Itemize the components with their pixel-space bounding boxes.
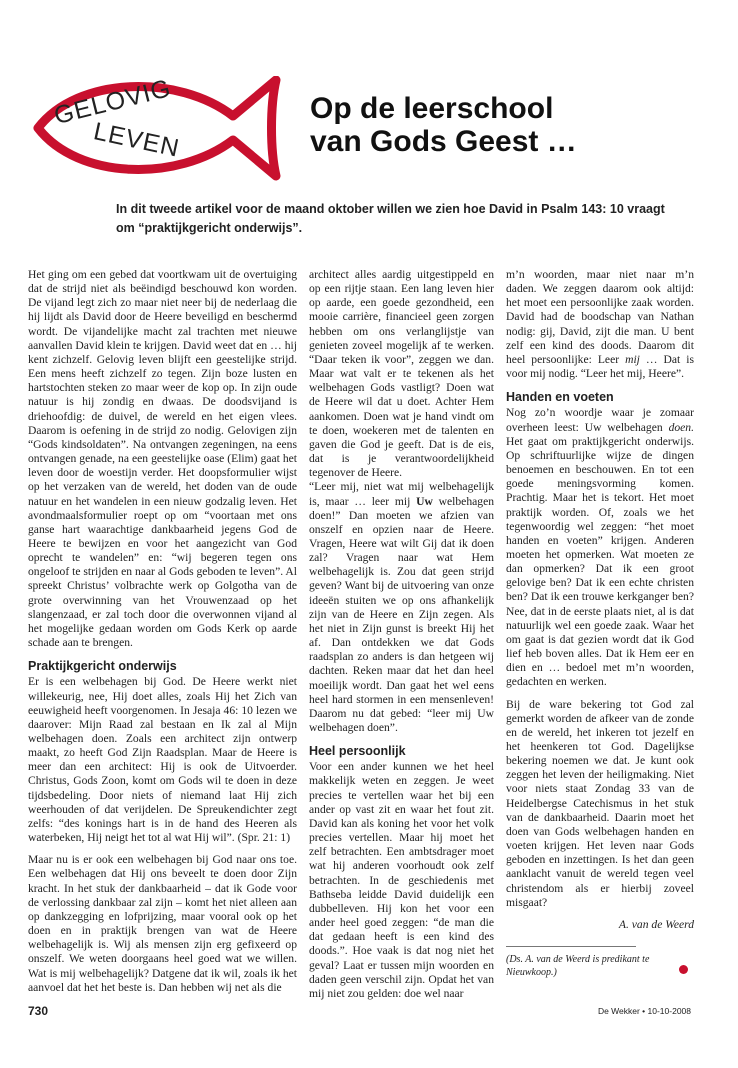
- paragraph-text: Nog zo’n woordje waar je zomaar overheen leest: Uw welbehagen: [506, 406, 694, 434]
- emphasis: doen.: [668, 420, 694, 434]
- paragraph-text: Het gaat om praktijkgericht onderwijs. Op schriftuurlijke wijze de dingen benoemen en beschouwen. En tot een goede meningsvorming komen. Prachtig. Maar het is tekort. Het moet praktijk worden. Of, zoals we het tegenwoordig wel zeggen: “het moet handen en voeten” krijgen. Anderen moeten het opmerken. Wat moeten ze dan opmerken? Dat ik een groot gelovige ben? Dat ik een echte christen ben? Dat ik een trouwe kerkganger ben? Nee, dat in de eerste plaats niet, al is dat natuurlijk wel een goede zaak. Waar het om gaat is dat gezien wordt dat ik God lief heb boven alles. Dat ik Hem eer en dien en … bedoel met m’n woorden, gedachten en werken.: [506, 434, 694, 689]
- gelovig-leven-logo: [28, 73, 288, 181]
- paragraph: [506, 268, 694, 381]
- paragraph-text: m’n woorden, maar niet naar m’n daden. We zeggen daarom ook altijd: het moet een persoonlijke zaak worden. David had de boodschap van Nathan nodig: gij, David, zijt die man. U bent zelf een kind des doods. Daarom dit heel persoonlijke: Leer: [506, 268, 694, 366]
- section-heading: Handen en voeten: [506, 390, 614, 405]
- intro-text: In dit tweede artikel voor de maand oktober willen we zien hoe David in Psalm 143: 10 vraagt om “praktijkgericht onderwijs”.: [116, 202, 665, 235]
- title-line-1: Op de leerschool: [310, 92, 554, 125]
- paragraph: Maar nu is er ook een welbehagen bij God naar ons toe. Een welbehagen dat Hij ons beveelt te doen door Zijn kracht. In het stuk der dankbaarheid – dat ik Gode voor de verlossing dankbaar zal zijn – komt het niet alleen aan op dankzegging en lofprijzing, maar vooral ook op het doen en in praktijk brengen van wat de Heere welbehagelijk is. Wij als mensen zijn erg gefixeerd op onszelf. We weten doorgaans heel goed wat we willen. Wat is mij welbehagelijk? Datgene dat ik wil, zoals ik het aanvoel dat het het beste is. Dan hebben wij net als die: [28, 853, 297, 994]
- paragraph: Het ging om een gebed dat voortkwam uit de overtuiging dat de strijd niet als beëindigd beschouwd kon worden. De vijand legt zich zo maar niet neer bij de nederlaag die hij lijdt als David door de Heere beveiligd en beschermd wordt. De vijandelijke macht zal trachten met nieuwe aanvallen David klein te krijgen. David weet dat en … hij kent zichzelf. Gelovig leven blijft een geestelijke strijd. Een mens heeft zichzelf zo tegen. Zijn boze lusten en hartstochten steken zo maar weer de kop op. In zijn oude natuur is hij zondig en dwaas. De doodsvijand is driehoofdig: de duivel, de wereld en het eigen vlees. Daarom is oefening in de strijd zo nodig. Gelovigen zijn “Gods kindsoldaten”. Na ontvangen zegeningen, na eens ontvangen genade, na een geestelijke oase (Elim) gaat het leven door de woestijn verder. Het doopsformulier wijst op het verzaken van de wereld, het doden van de oude natuur en het wandelen in een nieuw godzalig leven. Het avondmaalsformulier roept op om “voortaan met ons ganse hart waarachtige dankbaarheid jegens God de Heere te bewijzen en voor het aangezicht van God oprecht te wandelen” en: “wij begeren tegen ons ongeloof te strijden en naar al Gods geboden te leven”. Al spreekt Christus’ volbrachte werk op Golgotha van de grote overwinning van het Vrouwenzaad op het slangenzaad, er zal toch door die overwonnen vijand al het mogelijke gedaan worden om Gods Kerk op aarde schade aan te brengen.: [28, 268, 297, 650]
- column-2: [309, 268, 494, 1009]
- paragraph-text: architect alles aardig uitgestippeld en op een rijtje staan. Een lang leven hier op aarde, een goede gezondheid, een mooie carrière, financieel geen zorgen hebben om ons verlanglijstje van genieten zoveel mogelijk af te werken. “Daar teken ik voor”, zeggen we dan. Maar wat valt er te tekenen als het welbehagen Gods vastligt? Doen wat de Heere wil dat u doet. Achter Hem aankomen. Doen wat je hand vindt om te doen, woekeren met de talenten en gaven die God je geeft. Dat is de eis, dat is je verantwoordelijkheid tegenover de Heere.: [309, 268, 494, 480]
- column-3: [506, 268, 694, 979]
- emphasis: Uw: [416, 494, 433, 508]
- paragraph-text: “Leer mij, niet wat mij welbehagelijk is, maar … leer mij: [309, 480, 494, 508]
- author-note: (Ds. A. van de Weerd is predikant te Nieuwkoop.): [506, 954, 650, 979]
- end-mark-dot: [679, 965, 688, 974]
- logo-line-2: LEVEN: [91, 117, 183, 163]
- paragraph: Bij de ware bekering tot God zal gemerkt worden de afkeer van de zonde en de wereld, het inkeren tot jezelf en het heenkeren tot God. Dagelijkse bekering noemen we dat. Je kunt ook zeggen het leven der heiligmaking. Niet voor niets staat Zondag 33 van de Heidelbergse Catechismus in het stuk van de dankbaarheid. Daarin moet het doen van Gods welbehagen handen en voeten krijgen. Het leven naar Gods geboden en inzettingen. Is het dan geen aanklacht vanuit de wereld tegen veel christendom als er hierbij zoveel misgaat?: [506, 697, 694, 909]
- author-signature: A. van de Weerd: [618, 917, 694, 931]
- logo-line-1: GELOVIG: [51, 73, 175, 131]
- section-heading: Heel persoonlijk: [309, 744, 406, 759]
- paragraph: [309, 268, 494, 735]
- divider: [506, 946, 636, 947]
- emphasis: mij: [625, 352, 640, 366]
- paragraph: [506, 406, 694, 689]
- section-heading: Praktijkgericht onderwijs: [28, 659, 177, 674]
- paragraph-text: … Dat is voor mij nodig. “Leer het mij, Heere”.: [506, 352, 694, 381]
- title-line-2: van Gods Geest …: [310, 125, 577, 158]
- paragraph-text: welbehagen doen!” Dan moeten we afzien van onszelf en opzien naar de Heere. Vragen, Heere wat wilt Gij dat ik doen zal? Vragen naar wat Hem welbehagelijk is. Zou dat geen strijd geven? Want bij de uitvoering van onze ideeën stuiten we op ons afhankelijk zijn van de Heere en Zijn zegen. Als het niet in Zijn gunst is breekt Hij het af. Dan ontdekken we dat Gods raadsplan zo anders is dan hetgeen wij dachten. Reken maar dat het dan heel moeilijk wordt. Dan gaat het wel eens heel hard stormen in een mensenleven! Daarom nu dat gebed: “leer mij Uw welbehagen doen”.: [309, 494, 495, 734]
- publication-footer: De Wekker • 10-10-2008: [597, 1006, 691, 1016]
- page-title: [310, 92, 577, 158]
- paragraph: Voor een ander kunnen we het heel makkelijk weten en zeggen. Je weet precies te vertellen waar het bij een ander op vast zit en waar het fout zit. David kan als koning het voor het volk precies vertellen. Maar hij moet het zelf betrachten. Een ambtsdrager moet wat hij anderen voorhoudt ook zelf betrachten. In de geschiedenis met Bathseba leidde David duidelijk een dubbelleven. Hij kon het voor een ander heel goed zeggen: “de man die dat gedaan heeft is een kind des doods.”. Hoe vaak is dat nog niet het geval? Laat er tussen mijn woorden en daden geen verschil zijn. Opdat het van mij niet zou gelden: doe wel naar: [309, 760, 494, 1000]
- paragraph: Er is een welbehagen bij God. De Heere werkt niet willekeurig, nee, Hij doet alles, zoals Hij het Zich van eeuwigheid heeft voorgenomen. In Jesaja 46: 10 lezen we daarover: Mijn Raad zal bestaan en Ik zal al Mijn welbehagen doen. Zoals een architect zijn ontwerp maakt, zo heeft God Zijn Raadsplan. Maar de Heere is meer dan een architect: Hij is ook de Uitvoerder. Christus, Gods Zoon, komt om Gods wil te doen in deze tijdsbedeling. Door niets of niemand laat Hij zich weerhouden of dat verijdelen. De Spreukendichter zegt zelfs: “des konings hart is in de hand des Heeren als waterbeken, Hij neigt het tot al wat Hij wil”. (Spr. 21: 1): [28, 675, 297, 845]
- column-1: [28, 268, 297, 1003]
- page-number: 730: [28, 1004, 49, 1018]
